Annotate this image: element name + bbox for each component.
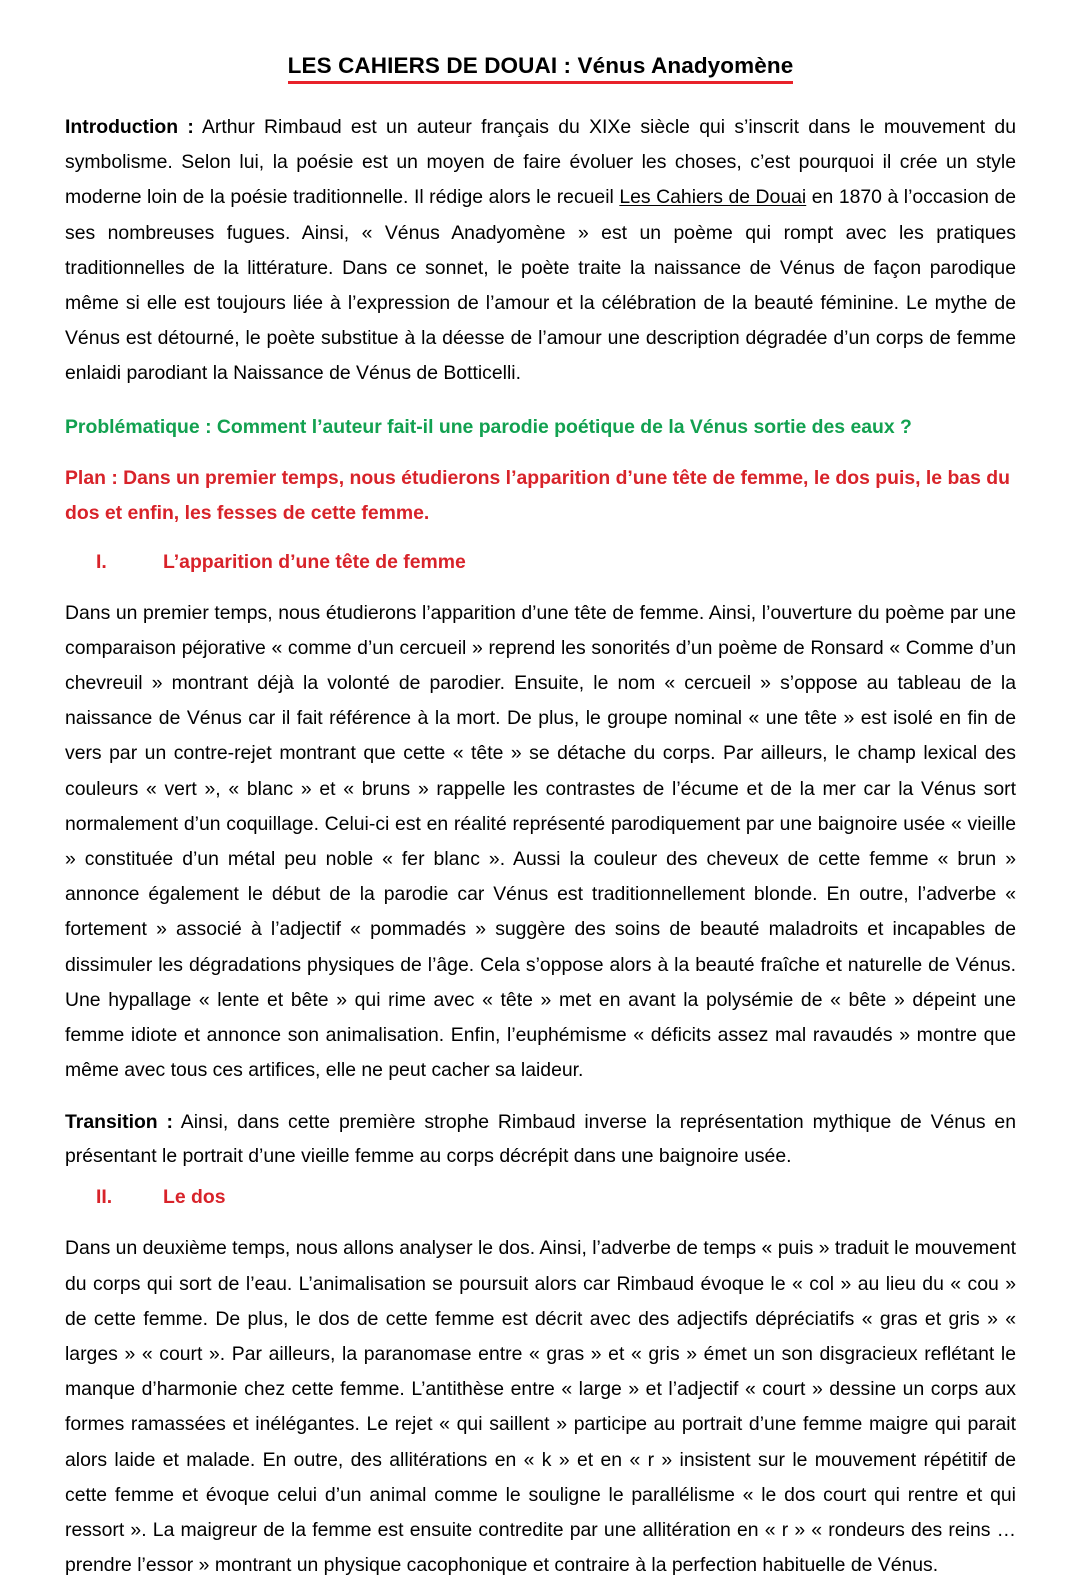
transition-text: Ainsi, dans cette première strophe Rimbaud inverse la représentation mythique de Vénus en présentant le portrait d’une vieille femme au corps décrépit dans une baignoire usée. <box>65 1111 1017 1167</box>
plan-line: Plan : Dans un premier temps, nous étudierons l’apparition d’une tête de femme, le dos puis, le bas du dos et enfin, les fesses de cette femme. <box>65 466 1010 525</box>
introduction-label: Introduction : <box>65 116 194 138</box>
problematique-line: Problématique : Comment l’auteur fait-il une parodie poétique de la Vénus sortie des eaux ? <box>65 415 912 438</box>
introduction-text-part1: Arthur Rimbaud est un auteur français du XIXe siècle qui s’inscrit dans le mouvement du symbolisme. Selon lui, la poésie est un moyen de faire évoluer les choses, c’est pourquoi il crée un style moderne loin de la poésie traditionnelle. Il rédige alors le recueil <box>65 116 1017 209</box>
section-label-1: L’apparition d’une tête de femme <box>163 550 466 573</box>
introduction-text-part2: en 1870 à l’occasion de ses nombreuses fugues. Ainsi, « Vénus Anadyomène » est un poème qui rompt avec les pratiques traditionnelles de la littérature. Dans ce sonnet, le poète traite la naissance de Vénus de façon parodique même si elle est toujours liée à l’expression de l’amour et la célébration de la beauté féminine. Le mythe de Vénus est détourné, le poète substitue à la déesse de l’amour une description dégradée d’un corps de femme enlaidi parodiant la Naissance de Vénus de Botticelli. <box>65 186 1016 385</box>
page-title <box>65 52 1016 84</box>
page-title-text: LES CAHIERS DE DOUAI : Vénus Anadyomène <box>288 52 794 84</box>
section-label-2: Le dos <box>163 1186 226 1209</box>
transition-paragraph <box>65 1106 1016 1173</box>
section-heading-2 <box>65 1183 1016 1211</box>
transition-label: Transition : <box>65 1111 173 1134</box>
section-numeral-2: II. <box>96 1186 113 1209</box>
work-title-cahiers-de-douai: Les Cahiers de Douai <box>619 186 807 209</box>
section-heading-1 <box>65 548 1016 576</box>
section-body-1: Dans un premier temps, nous étudierons l’apparition d’une tête de femme. Ainsi, l’ouverture du poème par une comparaison péjorative « comme d’un cercueil » reprend les sonorités d’un poème de Ronsard « Comme d’un chevreuil » montrant déjà la volonté de parodier. Ensuite, le nom « cercueil » s’oppose au tableau de la naissance de Vénus car il fait référence à la mort. De plus, le groupe nominal « une tête » est isolé en fin de vers par un contre-rejet montrant que cette « tête » se détache du corps. Par ailleurs, le champ lexical des couleurs « vert », « blanc » et « bruns » rappelle les contrastes de l’écume et de la mer car la Vénus sort normalement d’un coquillage. Celui-ci est en réalité représenté parodiquement par une baignoire usée « vieille » constituée d’un métal peu noble « fer blanc ». Aussi la couleur des cheveux de cette femme « brun » annonce également le début de la parodie car Vénus est traditionnellement blonde. En outre, l’adverbe « fortement » associé à l’adjectif « pommadés » suggère des soins de beauté maladroits et incapables de dissimuler les dégradations physiques de l’âge. Cela s’oppose alors à la beauté fraîche et naturelle de Vénus. Une hypallage « lente et bête » qui rime avec « tête » met en avant la polysémie de « bête » dépeint une femme idiote et annonce son animalisation. Enfin, l’euphémisme « déficits assez mal ravaudés » montre que même avec tous ces artifices, elle ne peut cacher sa laideur. <box>65 601 1016 1082</box>
section-numeral-1: I. <box>96 550 107 573</box>
section-body-2: Dans un deuxième temps, nous allons analyser le dos. Ainsi, l’adverbe de temps « puis » traduit le mouvement du corps qui sort de l’eau. L’animalisation se poursuit alors car Rimbaud évoque le « col » au lieu du « cou » de cette femme. De plus, le dos de cette femme est décrit avec des adjectifs dépréciatifs « gras et gris » « larges » « court ». Par ailleurs, la paranomase entre « gras » et « gris » émet un son disgracieux reflétant le manque d’harmonie chez cette femme. L’antithèse entre « large » et l’adjectif « court » dessine un corps aux formes ramassées et inélégantes. Le rejet « qui saillent » participe au portrait d’une femme maigre qui parait alors laide et malade. En outre, des allitérations en « k » et en « r » insistent sur le mouvement répétitif de cette femme et évoque celui d’un animal comme le souligne le parallélisme « le dos court qui rentre et qui ressort ». La maigreur de la femme est ensuite contredite par une allitération en « r » « rondeurs des reins … prendre l’essor » montrant un physique cacophonique et contraire à la perfection habituelle de Vénus. <box>65 1237 1016 1577</box>
introduction-paragraph <box>65 110 1016 392</box>
